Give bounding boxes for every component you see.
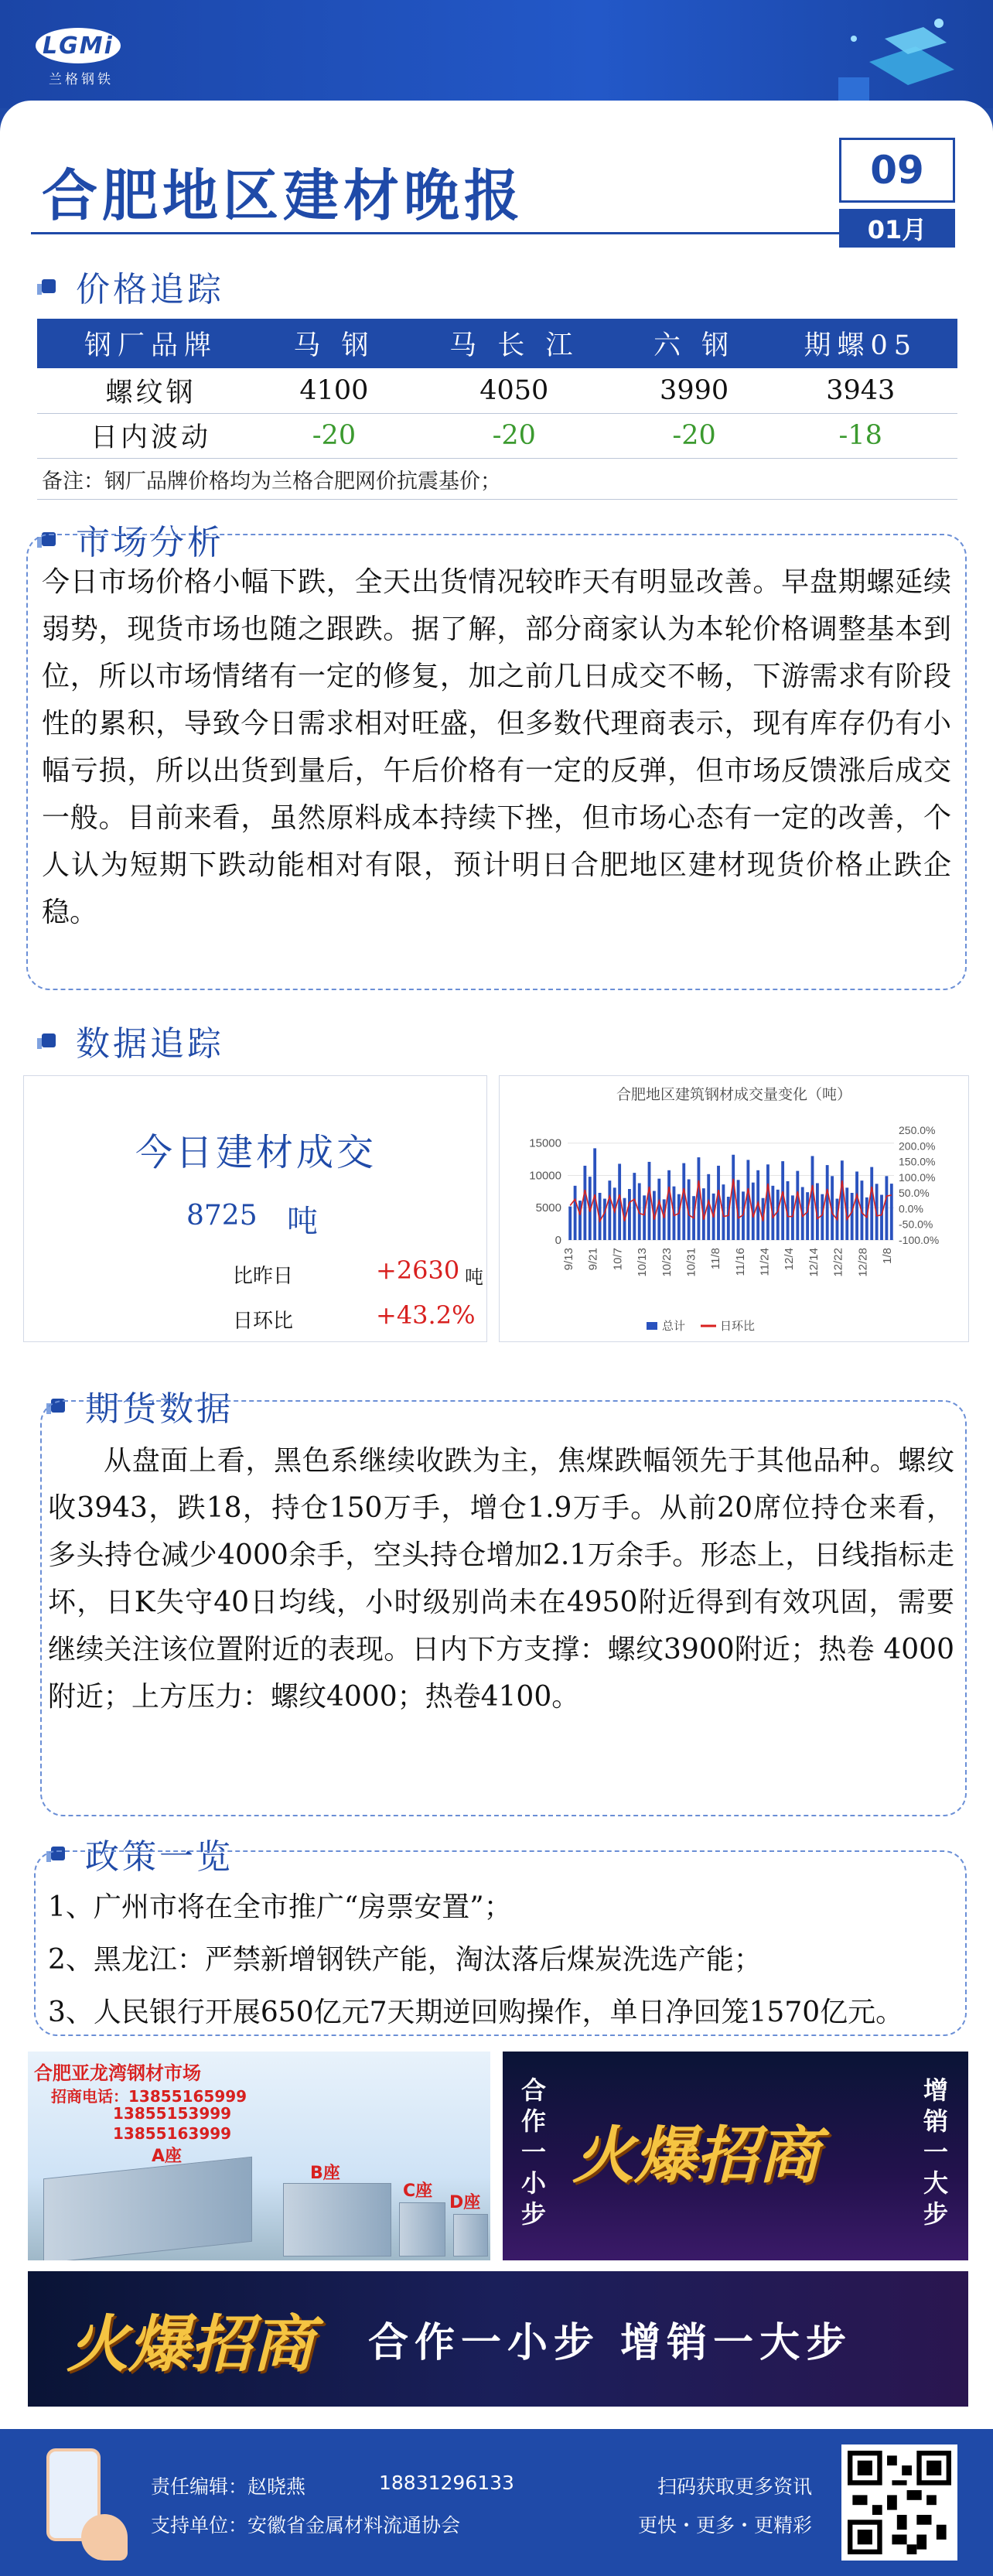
y-right-tick-label: -50.0% [899,1218,933,1231]
row-label: 日内波动 [37,413,264,458]
x-tick-label: 10/23 [660,1248,674,1277]
change-cell: -20 [404,413,625,458]
legend-label: 总计 [662,1320,686,1333]
bar [781,1161,784,1240]
bar [811,1156,814,1240]
futures-text: 从盘面上看，黑色系继续收跌为主，焦煤跌幅领先于其他品种。螺纹收3943，跌18，持仓150万手，增仓1.9万手。从前20席位持仓来看，多头持仓减少4000余手，空头持仓增加2.1万余手。形态上，日线指标走坏，日K失守40日均线，小时级别尚未在4950附近得到有效巩固，需要继续关注该位置附近的表现。日内下方支撑：螺纹3900附近；热卷 4000附近；上方压力：螺纹4000；热卷4100。 [48,1445,954,1713]
ad-left-text: 合作一小步 [520,2075,546,2229]
brand-logo[interactable] [36,28,127,90]
bar [855,1171,858,1240]
scan-hint: 扫码获取更多资讯 [657,2475,813,2498]
bar [821,1194,824,1240]
bar [776,1190,780,1240]
bar [870,1167,873,1240]
bar [648,1162,651,1240]
x-tick-label: 11/24 [758,1248,772,1276]
page-title: 合肥地区建材晚报 [42,163,525,228]
ad-phone: 招商电话：13855165999 [51,2087,247,2106]
ad-right-text: 增销一大步 [923,2075,948,2229]
footer-slogan: 更快・更多・更精彩 [638,2514,813,2537]
table-row [37,413,957,458]
vs-yesterday-unit: 吨 [465,1266,483,1288]
x-tick-label: 9/21 [586,1248,600,1271]
market-analysis-text: 今日市场价格小幅下跌，全天出货情况较昨天有明显改善。早盘期螺延续弱势，现货市场也随之跟跌。据了解，部分商家认为本轮价格调整基本到位，所以市场情绪有一定的修复，加之前几日成交不畅，下游需求有阶段性的累积，导致今日需求相对旺盛，但多数代理商表示，现有库存仍有小幅亏损，所以出货到量后，午后价格有一定的反弹，但市场反馈涨后成交一般。目前来看，虽然原料成本持续下挫，但市场心态有一定的改善，个人认为短期下跌动能相对有限，预计明日合肥地区建材现货价格止跌企稳。 [42,566,951,928]
section-bullet-icon [42,279,56,293]
bar [608,1180,611,1240]
recruit-wide-banner[interactable] [28,2271,968,2407]
footer [0,2429,993,2576]
dod-label: 日环比 [233,1310,294,1333]
hand-icon [81,2514,128,2561]
ad-title: 合肥亚龙湾钢材市场 [34,2062,201,2084]
chart-title: 合肥地区建筑钢材成交量变化（吨） [616,1087,852,1103]
block-label: B座 [310,2164,340,2183]
vs-yesterday-label: 比昨日 [233,1265,294,1288]
market-ad-banner[interactable] [28,2052,490,2260]
price-cell: 3990 [625,368,764,413]
x-tick-label: 1/8 [881,1248,894,1264]
section-bullet-icon [42,1033,56,1047]
block-label: C座 [403,2181,433,2201]
column-header: 马 钢 [264,319,404,368]
bar [890,1184,893,1240]
table-row [37,368,957,413]
bar [698,1157,701,1240]
y-left-tick-label: 15000 [529,1136,561,1150]
section-title: 期货数据 [85,1389,234,1429]
building-d [453,2214,488,2257]
x-tick-label: 12/4 [783,1248,797,1271]
bar [841,1160,844,1240]
bar [796,1171,799,1240]
y-right-tick-label: 250.0% [899,1124,936,1136]
building-a [43,2157,252,2260]
section-title: 政策一览 [85,1837,234,1877]
bar [717,1166,720,1240]
ad-phone: 13855153999 [113,2104,232,2123]
bar [574,1186,577,1240]
policy-item: 2、黑龙江：严禁新增钢铁产能，淘汰落后煤炭洗选产能； [48,1944,762,1976]
table-header-row [37,319,957,368]
price-cell: 4100 [264,368,404,413]
bar [663,1199,666,1240]
bar [732,1155,735,1240]
legend-swatch-bar [647,1322,657,1330]
price-cell: 3943 [763,368,957,413]
bar [682,1163,685,1240]
editor-label: 责任编辑：赵晓燕 [151,2475,306,2498]
qr-code[interactable] [841,2444,957,2561]
building-b [283,2183,391,2257]
price-cell: 4050 [404,368,625,413]
section-header-price [42,261,224,311]
building-c [399,2202,445,2257]
section-title: 价格追踪 [76,270,224,309]
vs-yesterday-value: +2630 [376,1256,460,1285]
y-right-tick-label: 0.0% [899,1202,923,1215]
bar [865,1197,868,1240]
bar [633,1173,636,1240]
bar [583,1166,586,1240]
support-unit: 支持单位：安徽省金属材料流通协会 [151,2514,461,2537]
date-day: 09 [839,138,955,203]
y-right-tick-label: 150.0% [899,1155,936,1168]
change-cell: -20 [264,413,404,458]
note-divider [37,499,957,500]
title-divider [31,232,851,234]
block-label: A座 [152,2147,183,2166]
date-month: 01月 [839,209,955,248]
policy-item: 1、广州市将在全市推广“房票安置”； [48,1891,512,1923]
bar [851,1193,854,1240]
x-tick-label: 11/8 [709,1248,723,1270]
bar [667,1170,671,1240]
bar [885,1176,888,1240]
x-tick-label: 10/31 [684,1248,698,1277]
x-tick-label: 9/13 [562,1248,575,1271]
volume-card [23,1075,487,1342]
y-right-tick-label: -100.0% [899,1234,940,1246]
volume-chart-card [499,1075,969,1342]
y-right-tick-label: 200.0% [899,1139,936,1153]
bar [603,1199,606,1240]
recruit-ad-banner[interactable] [503,2052,968,2260]
price-table [37,319,957,459]
volume-card-title: 今日建材成交 [135,1131,377,1174]
block-label: D座 [449,2193,481,2212]
column-header: 钢厂品牌 [37,319,264,368]
bar [568,1207,572,1240]
policy-item: 3、人民银行开展650亿元7天期逆回购操作，单日净回笼1570亿元。 [48,1997,904,2028]
bar [826,1165,829,1240]
x-tick-label: 12/28 [856,1248,870,1277]
section-header-data [42,1016,224,1065]
x-tick-label: 10/7 [611,1248,625,1271]
bar [791,1195,794,1240]
row-label: 螺纹钢 [37,368,264,413]
bar [657,1179,660,1240]
x-tick-label: 12/14 [807,1248,821,1277]
bar [613,1187,616,1240]
volume-value: 8725 [186,1200,258,1232]
column-header: 期螺05 [763,319,957,368]
date-badge [839,138,955,246]
x-tick-label: 12/22 [831,1248,845,1277]
bar [593,1148,596,1240]
decorative-graphic [823,8,962,116]
ad-headline: 火爆招商 [572,2120,820,2192]
price-note: 备注：钢厂品牌价格均为兰格合肥网价抗震基价； [42,470,501,494]
qr-code-icon [848,2451,951,2554]
y-right-tick-label: 100.0% [899,1170,936,1184]
y-left-tick-label: 5000 [535,1201,561,1215]
x-tick-label: 11/16 [733,1248,747,1276]
bar [677,1194,681,1240]
dod-value: +43.2% [376,1300,476,1330]
change-cell: -20 [625,413,764,458]
bar [643,1195,646,1240]
ad-phone: 13855163999 [113,2124,232,2143]
column-header: 马 长 江 [404,319,625,368]
bar [746,1160,749,1240]
logo-subtitle: 兰格钢铁 [49,72,114,87]
editor-phone[interactable]: 18831296133 [379,2472,514,2494]
y-right-tick-label: 50.0% [899,1187,930,1200]
ad-slogan: 合作一小步 增销一大步 [368,2320,853,2366]
logo-mark: LGMi [36,28,121,63]
bar [766,1164,769,1240]
bar [806,1192,809,1240]
bar [880,1195,883,1240]
bar [628,1189,631,1240]
x-tick-label: 10/13 [636,1248,650,1277]
section-title: 市场分析 [76,523,224,562]
y-left-tick-label: 0 [555,1234,561,1247]
y-left-tick-label: 10000 [529,1169,561,1183]
volume-unit: 吨 [287,1204,318,1239]
column-header: 六 钢 [625,319,764,368]
section-title: 数据追踪 [76,1024,224,1064]
volume-chart [500,1076,968,1341]
legend-label: 日环比 [720,1320,756,1333]
ad-headline: 火爆招商 [67,2308,314,2380]
change-cell: -18 [763,413,957,458]
